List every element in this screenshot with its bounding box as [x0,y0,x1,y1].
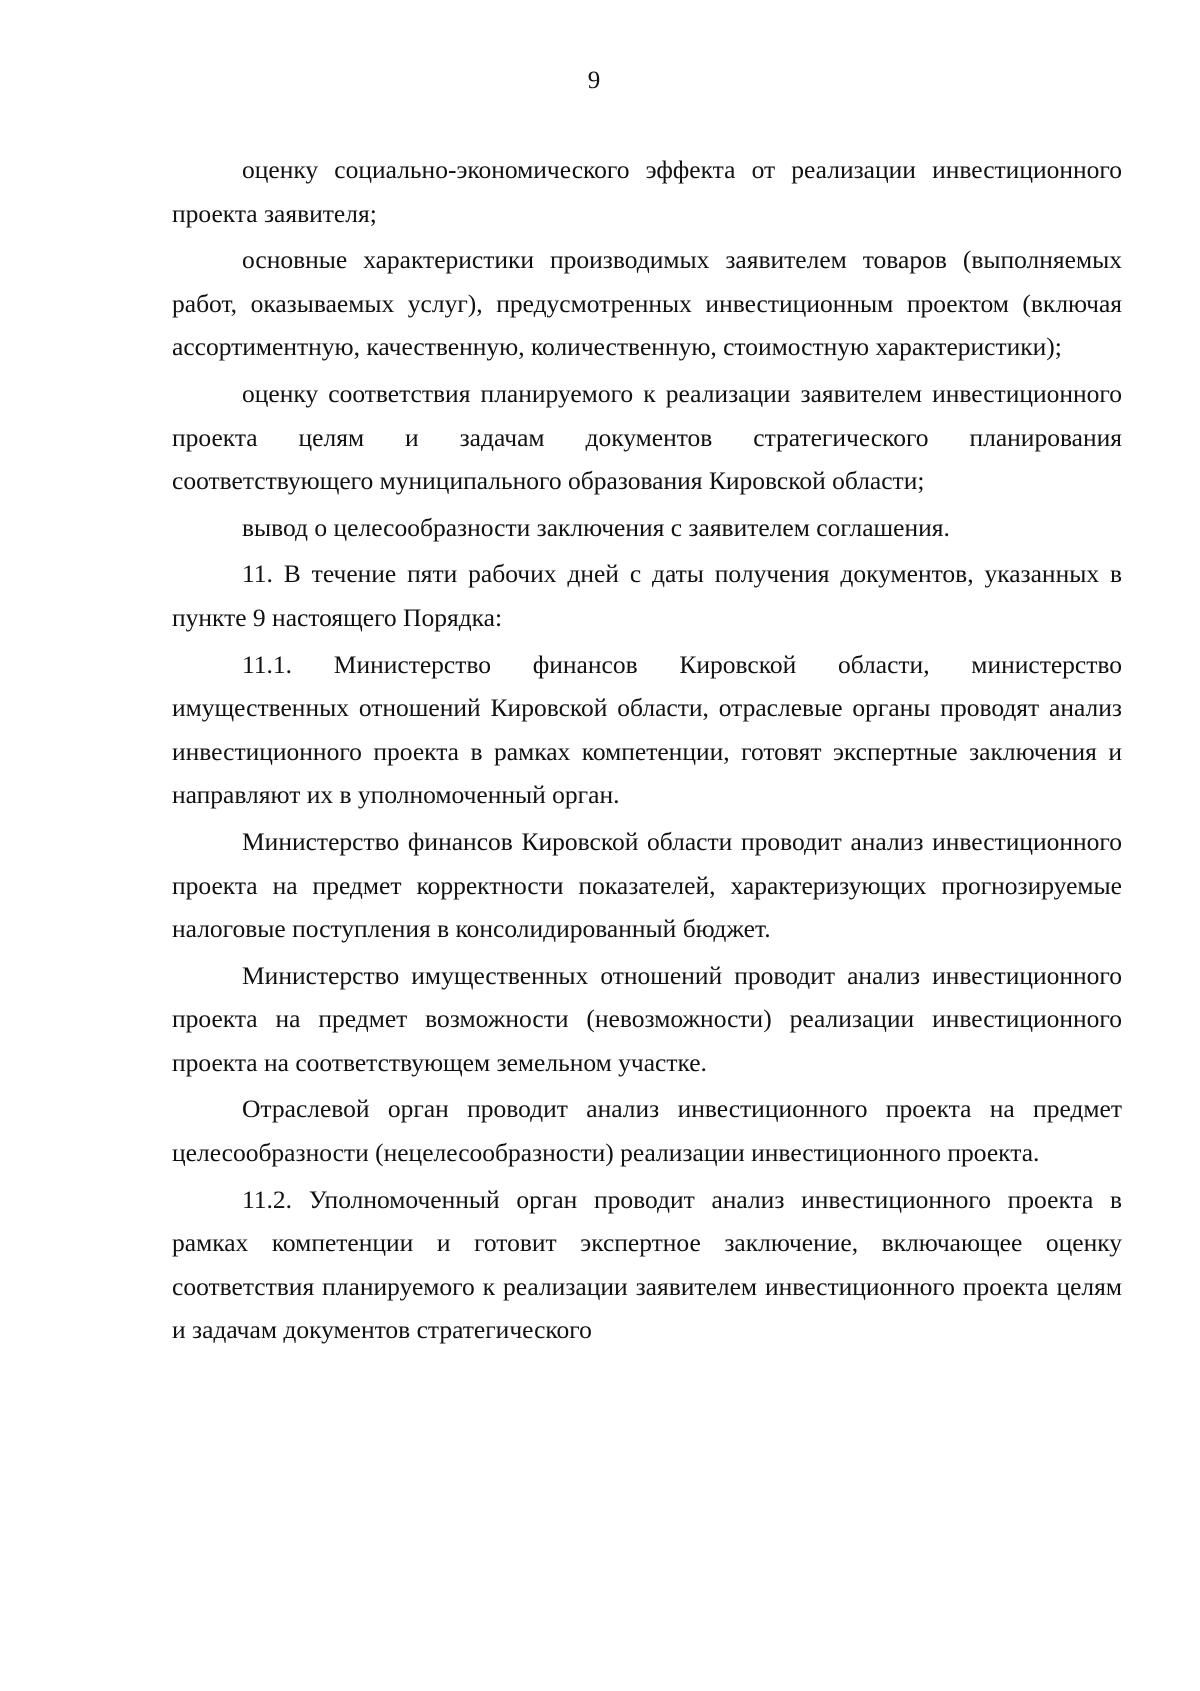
page-number: 9 [587,67,601,94]
document-body [172,148,1122,1352]
paragraph: оценку социально-экономического эффекта от реализации инвестиционного проекта заявителя; [172,155,1122,228]
paragraph: Министерство финансов Кировской области проводит анализ инвестиционного проекта на предмет корректности показателей, характеризующих прогнозируемые налоговые поступления в консолидированный бюджет. [172,826,1122,944]
paragraph: вывод о целесообразности заключения с заявителем соглашения. [242,512,950,542]
paragraph: 11.2. Уполномоченный орган проводит анализ инвестиционного проекта в рамках компетенции и готовит экспертное заключение, включающее оценку соответствия планируемого к реализации заявителем инвестиционного проекта целям и задачам документов стратегического [172,1184,1122,1345]
paragraph: оценку соответствия планируемого к реализации заявителем инвестиционного проекта целям и задачам документов стратегического планирования соответствующего муниципального образования Кировской области; [172,378,1122,496]
paragraph: Отраслевой орган проводит анализ инвестиционного проекта на предмет целесообразности (нецелесообразности) реализации инвестиционного проекта. [172,1094,1122,1168]
paragraph: Министерство имущественных отношений проводит анализ инвестиционного проекта на предмет возможности (невозможности) реализации инвестиционного проекта на соответствующем земельном участке. [172,960,1122,1077]
paragraph: 11. В течение пяти рабочих дней с даты получения документов, указанных в пункте 9 настоящего Порядка: [172,559,1122,632]
paragraph: основные характеристики производимых заявителем товаров (выполняемых работ, оказываемых услуг), предусмотренных инвестиционным проектом (включая ассортиментную, качественную, количественную, стоимостную характеристики); [172,245,1122,362]
paragraph: 11.1. Министерство финансов Кировской области, министерство имущественных отношений Кировской области, отраслевые органы проводят анализ инвестиционного проекта в рамках компетенции, готовят экспертные заключения и направляют их в уполномоченный орган. [172,649,1122,810]
